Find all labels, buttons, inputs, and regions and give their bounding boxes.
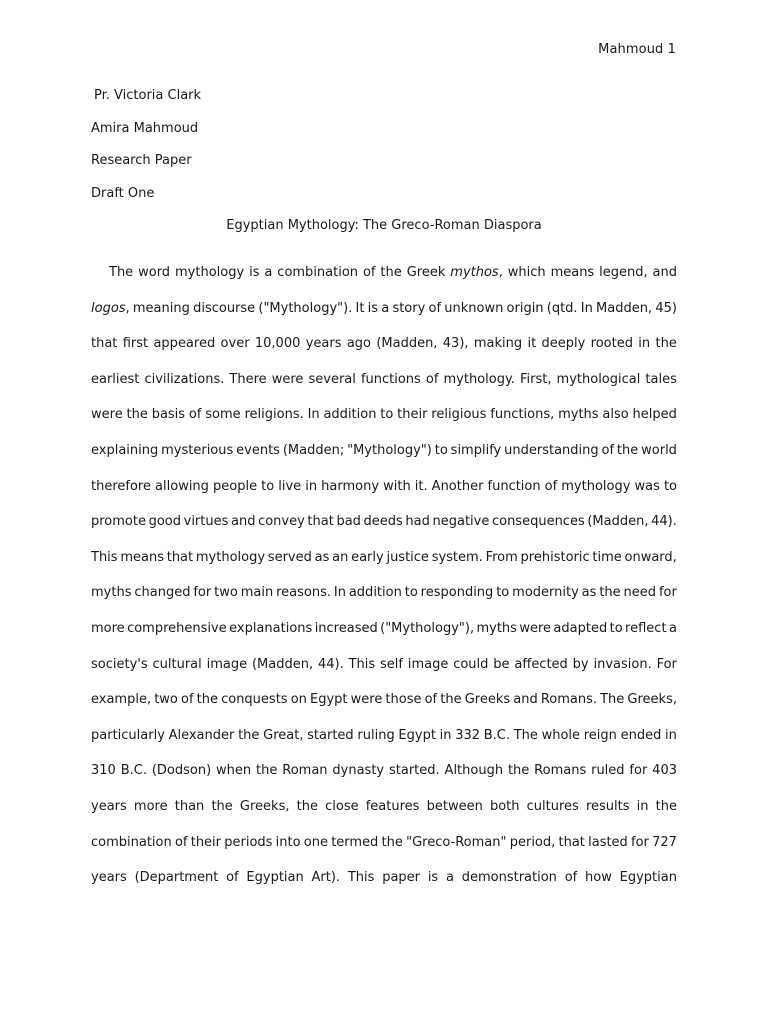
body-line: particularly Alexander the Great, started ruling Egypt in 332 B.C. The whole reign ended in bbox=[91, 727, 677, 743]
body-paragraph bbox=[91, 263, 677, 904]
body-line: society's cultural image (Madden, 44). This self image could be affected by invasion. For bbox=[91, 656, 677, 672]
body-line: combination of their periods into one termed the "Greco-Roman" period, that lasted for 727 bbox=[91, 834, 677, 850]
body-line: This means that mythology served as an early justice system. From prehistoric time onward, bbox=[91, 549, 677, 565]
body-line: 310 B.C. (Dodson) when the Roman dynasty started. Although the Romans ruled for 403 bbox=[91, 763, 677, 779]
paper-title: Egyptian Mythology: The Greco-Roman Diaspora bbox=[226, 218, 542, 233]
body-line: therefore allowing people to live in harmony with it. Another function of mythology was to bbox=[91, 478, 677, 494]
course-name: Research Paper bbox=[91, 153, 192, 169]
body-line: example, two of the conquests on Egypt were those of the Greeks and Romans. The Greeks, bbox=[91, 692, 677, 708]
draft-label: Draft One bbox=[91, 185, 155, 201]
body-line: more comprehensive explanations increased ("Mythology"), myths were adapted to reflect a bbox=[91, 620, 677, 636]
body-line: earliest civilizations. There were several functions of mythology. First, mythological tales bbox=[91, 371, 677, 387]
body-line: myths changed for two main reasons. In addition to responding to modernity as the need for bbox=[91, 585, 677, 601]
body-line: logos, meaning discourse ("Mythology"). It is a story of unknown origin (qtd. In Madden, 45) bbox=[91, 300, 677, 316]
body-line: explaining mysterious events (Madden; "Mythology") to simplify understanding of the world bbox=[91, 442, 677, 458]
body-line: years (Department of Egyptian Art). This paper is a demonstration of how Egyptian bbox=[91, 870, 677, 886]
student-name: Amira Mahmoud bbox=[91, 120, 199, 136]
running-head: Mahmoud 1 bbox=[598, 42, 676, 57]
body-line: promote good virtues and convey that bad deeds had negative consequences (Madden, 44). bbox=[91, 514, 677, 530]
mla-heading bbox=[91, 86, 201, 216]
instructor-name: Pr. Victoria Clark bbox=[94, 88, 202, 103]
body-line: years more than the Greeks, the close features between both cultures results in the bbox=[91, 798, 677, 814]
body-line: The word mythology is a combination of the Greek mythos, which means legend, and bbox=[109, 265, 677, 280]
body-line: were the basis of some religions. In addition to their religious functions, myths also helped bbox=[91, 407, 677, 423]
body-line: that first appeared over 10,000 years ago (Madden, 43), making it deeply rooted in the bbox=[91, 336, 677, 352]
